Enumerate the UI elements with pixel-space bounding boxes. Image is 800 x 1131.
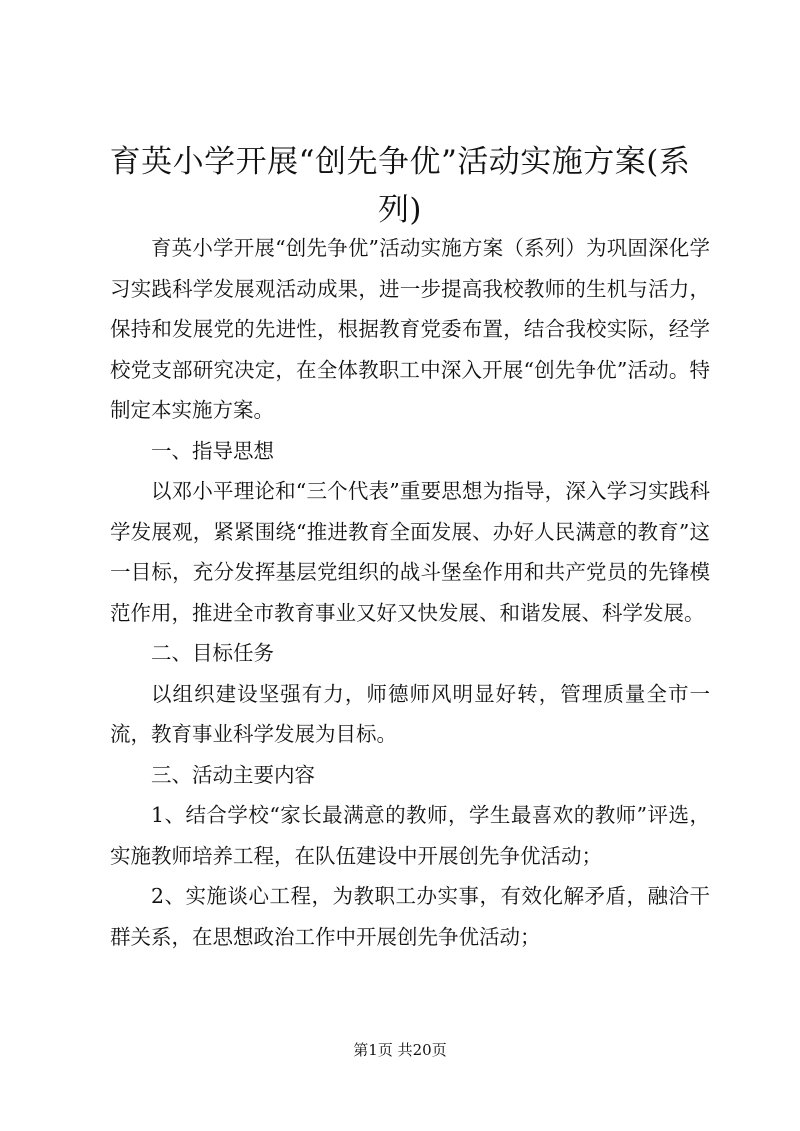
guiding-thought-paragraph: 以邓小平理论和“三个代表”重要思想为指导，深入学习实践科学发展观，紧紧围绕“推进教育全面发展、办好人民满意的教育”这一目标，充分发挥基层党组织的战斗堡垒作用和共产党员的先锋模范作用，推进全市教育事业又好又快发展、和谐发展、科学发展。 (110, 479, 710, 625)
document-body (110, 228, 710, 957)
page-number-footer: 第1页 共20页 (353, 1041, 447, 1059)
content-item-2: 2、实施谈心工程，为教职工办实事，有效化解矛盾，融洽干群关系，在思想政治工作中开展创先争优活动； (110, 884, 710, 949)
intro-paragraph: 育英小学开展“创先争优”活动实施方案（系列）为巩固深化学习实践科学发展观活动成果，进一步提高我校教师的生机与活力，保持和发展党的先进性，根据教育党委布置，结合我校实际，经学校党支部研究决定，在全体教职工中深入开展“创先争优”活动。特制定本实施方案。 (110, 236, 710, 422)
content-item-1: 1、结合学校“家长最满意的教师，学生最喜欢的教师”评选，实施教师培养工程，在队伍建设中开展创先争优活动； (110, 803, 710, 868)
section-heading-goals: 二、目标任务 (151, 641, 274, 665)
goals-paragraph: 以组织建设坚强有力，师德师风明显好转，管理质量全市一流，教育事业科学发展为目标。 (110, 681, 710, 746)
document-title: 育英小学开展“创先争优”活动实施方案(系列) (109, 144, 691, 228)
section-heading-main-content: 三、活动主要内容 (151, 762, 315, 787)
section-heading-guiding-thought: 一、指导思想 (151, 438, 274, 463)
